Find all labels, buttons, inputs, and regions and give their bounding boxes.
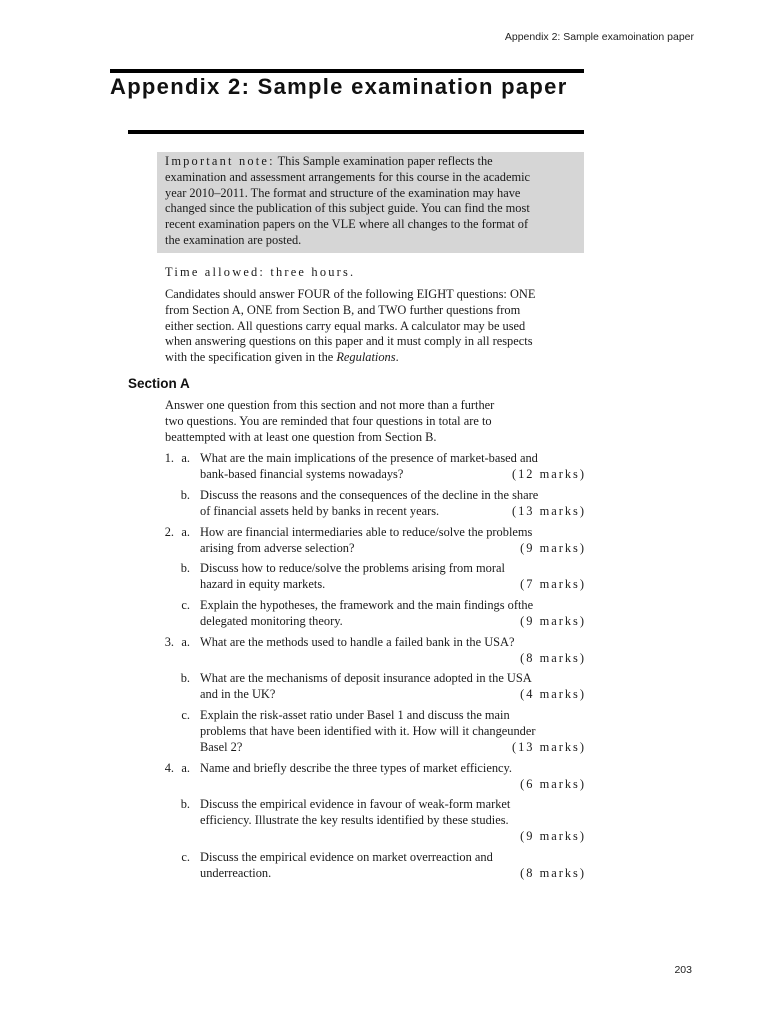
instruction-text: with the specification given in the: [165, 350, 337, 365]
question-line: bank-based financial systems nowadays? (12 marks): [200, 466, 586, 481]
question-line: efficiency. Illustrate the key results identified by these studies.: [200, 812, 509, 827]
question-text: [200, 797, 586, 844]
question-line: Discuss the empirical evidence in favour of weak-form market: [200, 797, 511, 811]
question-number: 4.: [164, 761, 174, 775]
question-line: Explain the risk-asset ratio under Basel 1 and discuss the main: [200, 708, 510, 722]
marks-label: (8 marks): [520, 650, 586, 665]
question-2a: [160, 525, 586, 557]
question-4b: [160, 797, 586, 844]
note-line: changed since the publication of this subject guide. You can find the most: [165, 201, 530, 216]
marks-label: (13 marks): [511, 739, 586, 754]
question-1a: [160, 451, 586, 483]
intro-line: beattempted with at least one question from Section B.: [165, 429, 437, 444]
note-line: [165, 154, 576, 170]
regulations-reference: Regulations: [336, 350, 396, 365]
marks-label: (8 marks): [520, 865, 586, 880]
note-text: This Sample examination paper reflects the: [277, 154, 493, 168]
question-line: delegated monitoring theory. (9 marks): [200, 613, 586, 628]
question-text: [200, 850, 586, 882]
question-line: problems that have been identified with it. How will it changeunder: [200, 723, 536, 738]
section-a-heading: Section A: [128, 376, 190, 391]
question-text: [200, 598, 586, 630]
question-line: Explain the hypotheses, the framework and the main findings ofthe: [200, 598, 534, 612]
question-line: [200, 777, 586, 793]
question-part-letter: c.: [181, 598, 190, 612]
time-allowed: Time allowed: three hours.: [165, 265, 356, 279]
running-header: Appendix 2: Sample examoination paper: [504, 31, 694, 43]
page-number: 203: [674, 964, 692, 976]
question-text: [200, 488, 586, 520]
question-text: [200, 635, 586, 667]
question-text: [200, 451, 586, 483]
note-line: examination and assessment arrangements for this course in the academic: [165, 169, 531, 184]
question-line: Discuss the empirical evidence on market overreaction and: [200, 850, 493, 864]
instruction-line: [165, 350, 595, 366]
question-part-letter: a.: [181, 635, 190, 649]
question-number: 2.: [164, 525, 174, 539]
question-line: underreaction. (8 marks): [200, 865, 586, 880]
question-text: [200, 525, 586, 557]
question-part-letter: c.: [181, 850, 190, 864]
question-part-letter: c.: [181, 708, 190, 722]
marks-label: (9 marks): [520, 828, 586, 843]
note-label: Important note:: [165, 154, 275, 168]
question-line: What are the main implications of the presence of market-based and: [200, 451, 538, 465]
question-text: [200, 671, 586, 703]
question-line: Discuss how to reduce/solve the problems arising from moral: [200, 561, 505, 575]
question-line: Name and briefly describe the three types of market efficiency.: [200, 761, 513, 775]
question-part-letter: b.: [180, 671, 190, 685]
marks-label: (9 marks): [520, 613, 586, 628]
question-part-letter: b.: [180, 797, 190, 811]
marks-label: (13 marks): [511, 503, 586, 518]
page-title: Appendix 2: Sample examination paper: [110, 74, 568, 99]
instruction-text: .: [395, 350, 399, 365]
question-line: Discuss the reasons and the consequences of the decline in the share: [200, 488, 539, 502]
question-part-letter: a.: [181, 525, 190, 539]
question-part-letter: a.: [181, 451, 190, 465]
marks-label: (9 marks): [520, 540, 586, 555]
question-line: and in the UK? (4 marks): [200, 686, 586, 701]
question-4a: [160, 761, 586, 793]
marks-label: (4 marks): [520, 686, 586, 701]
question-line: What are the methods used to handle a failed bank in the USA?: [200, 635, 515, 649]
question-line: What are the mechanisms of deposit insurance adopted in the USA: [200, 671, 532, 685]
question-text: [200, 708, 586, 755]
question-2c: [160, 598, 586, 630]
note-line: the examination are posted.: [165, 232, 302, 247]
question-line: [200, 651, 586, 667]
question-line: arising from adverse selection? (9 marks): [200, 540, 586, 555]
instruction-line: Candidates should answer FOUR of the following EIGHT questions: ONE: [165, 287, 536, 301]
intro-line: two questions. You are reminded that four questions in total are to: [165, 413, 492, 428]
question-part-letter: b.: [180, 561, 190, 575]
question-4c: [160, 850, 586, 882]
intro-line: Answer one question from this section and not more than a further: [165, 398, 495, 412]
question-1b: [160, 488, 586, 520]
question-line: hazard in equity markets. (7 marks): [200, 576, 586, 591]
note-line: year 2010–2011. The format and structure of the examination may have: [165, 185, 521, 200]
question-line: Basel 2? (13 marks): [200, 739, 586, 754]
question-line: [200, 829, 586, 845]
section-a-intro: [165, 398, 565, 445]
question-number: 3.: [164, 635, 174, 649]
title-rule-top: [110, 69, 584, 73]
instruction-line: either section. All questions carry equal marks. A calculator may be used: [165, 318, 526, 333]
title-rule-bottom: [128, 130, 584, 134]
marks-label: (6 marks): [520, 776, 586, 791]
marks-label: (12 marks): [511, 466, 586, 481]
question-text: [200, 761, 586, 793]
question-text: [200, 561, 586, 593]
question-3a: [160, 635, 586, 667]
question-3c: [160, 708, 586, 755]
exam-instructions: [165, 287, 595, 366]
note-line: recent examination papers on the VLE where all changes to the format of: [165, 217, 529, 232]
question-number: 1.: [164, 451, 174, 465]
question-line: of financial assets held by banks in recent years. (13 marks): [200, 503, 586, 518]
marks-label: (7 marks): [520, 576, 586, 591]
question-part-letter: a.: [181, 761, 190, 775]
important-note-box: [157, 152, 584, 253]
instruction-line: from Section A, ONE from Section B, and TWO further questions from: [165, 302, 521, 317]
question-line: How are financial intermediaries able to reduce/solve the problems: [200, 525, 533, 539]
question-part-letter: b.: [180, 488, 190, 502]
question-2b: [160, 561, 586, 593]
question-3b: [160, 671, 586, 703]
instruction-line: when answering questions on this paper and it must comply in all respects: [165, 334, 533, 349]
